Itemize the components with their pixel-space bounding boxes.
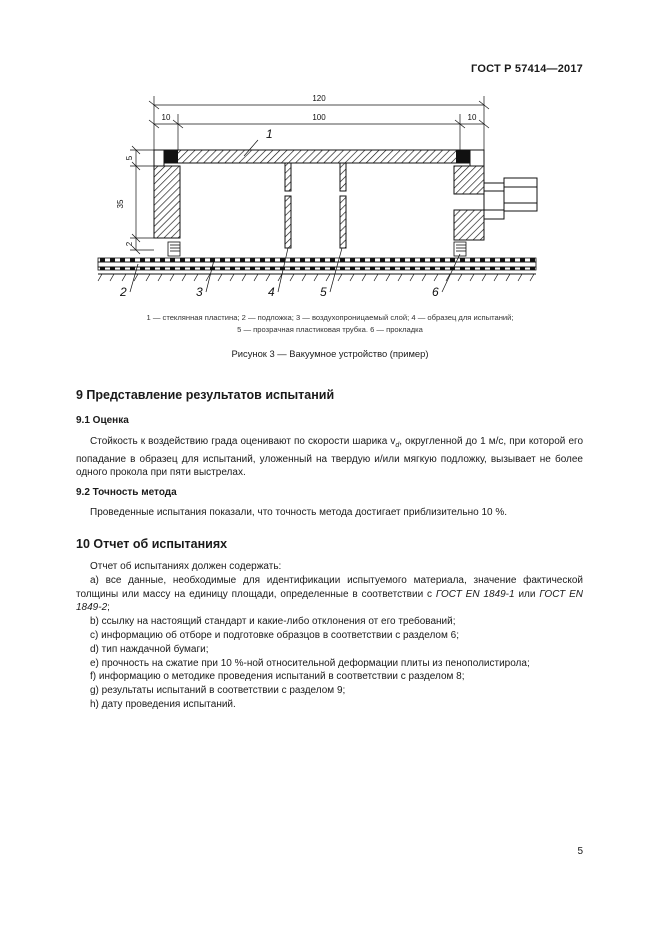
gasket xyxy=(168,242,466,256)
dimension-lines xyxy=(130,96,489,254)
section-9-1-text: Стойкость к воздействию града оценивают по скорости шарика $v_d$, округленной до 1 м/с, при которой его попадание в образец для испытаний, уложенный на твердую и/или мягкую подложку, вызывает не более одного прокола при пяти выстрелах. xyxy=(76,436,584,479)
seal-left xyxy=(164,150,178,163)
glass-plate xyxy=(164,150,470,163)
figure-legend-line-2: 5 — прозрачная пластиковая трубка. 6 — прокладка xyxy=(237,325,423,334)
dim-height: 35 xyxy=(116,199,125,209)
list-item: d) тип наждачной бумаги; xyxy=(90,643,209,655)
right-wall-lower xyxy=(454,210,484,240)
label-3: 3 xyxy=(196,285,203,299)
right-wall-upper xyxy=(454,166,484,194)
dim-top: 5 xyxy=(125,155,134,161)
section-10-title: 10 Отчет об испытаниях xyxy=(76,537,228,551)
left-wall xyxy=(154,166,180,238)
substrate xyxy=(98,262,536,267)
label-6: 6 xyxy=(432,285,439,299)
dim-left-wall: 10 xyxy=(161,113,171,122)
label-5: 5 xyxy=(320,285,327,299)
section-9-2-text: Проведенные испытания показали, что точность метода достигает приблизительно 10 %. xyxy=(90,507,508,518)
page-number: 5 xyxy=(577,846,583,857)
ground-hatch xyxy=(98,274,534,281)
list-item: c) информацию об отборе и подготовке образцов в соответствии с разделом 6; xyxy=(90,629,459,641)
section-10-list xyxy=(76,560,583,712)
list-item: b) ссылку на настоящий стандарт и какие-либо отклонения от его требований; xyxy=(90,616,456,628)
seal-right xyxy=(456,150,470,163)
figure-legend-line-1: 1 — стеклянная пластина; 2 — подложка; 3 — воздухопроницаемый слой; 4 — образец для испытаний; xyxy=(146,313,514,322)
list-intro: Отчет об испытаниях должен содержать: xyxy=(90,561,282,572)
section-9-1-title: 9.1 Оценка xyxy=(76,415,129,426)
label-4: 4 xyxy=(268,285,275,299)
air-permeable-layer xyxy=(98,258,536,262)
list-item-a: a) все данные, необходимые для идентификации испытуемого материала, значение фактической толщины или массу на единицу площади, определенные в соответствии с ГОСТ EN 1849-1 или ГОСТ EN 1849-2; xyxy=(76,574,583,614)
list-item: g) результаты испытаний в соответствии с разделом 9; xyxy=(90,685,346,697)
label-1: 1 xyxy=(266,127,273,141)
document-header: ГОСТ Р 57414—2017 xyxy=(471,63,583,75)
list-item: e) прочность на сжатие при 10 %-ной относительной деформации плиты из пенополистирола; xyxy=(90,657,530,669)
vacuum-device-figure xyxy=(80,88,580,308)
test-specimen xyxy=(285,163,346,248)
list-item: h) дату проведения испытаний. xyxy=(90,698,236,710)
dim-inner: 100 xyxy=(312,113,326,122)
list-item: f) информацию о методике проведения испытаний в соответствии с разделом 8; xyxy=(90,671,465,683)
dim-right-wall: 10 xyxy=(467,113,477,122)
plastic-tube xyxy=(484,178,537,219)
dim-total: 120 xyxy=(312,94,326,103)
figure-caption: Рисунок 3 — Вакуумное устройство (пример) xyxy=(231,348,429,359)
label-2: 2 xyxy=(120,285,127,299)
dim-bottom: 2 xyxy=(125,241,134,247)
section-9-title: 9 Представление результатов испытаний xyxy=(76,388,335,402)
section-9-2-title: 9.2 Точность метода xyxy=(76,487,177,498)
